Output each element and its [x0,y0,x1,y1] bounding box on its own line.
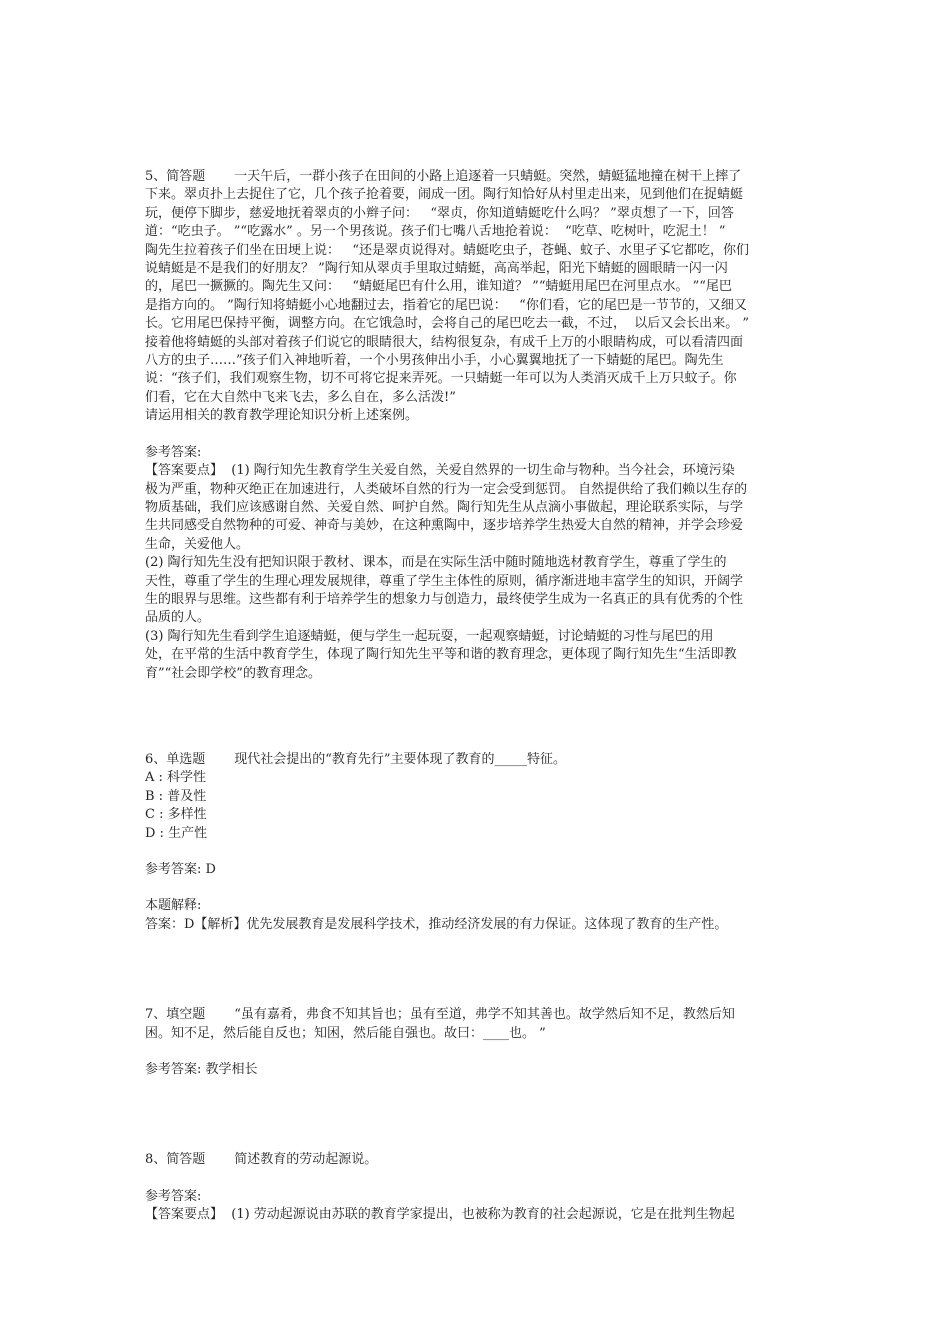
question-8-stem: 8、简答题 简述教育的劳动起源说。 [145,1152,378,1168]
answer-line: 生共同感受自然物种的可爱、神奇与美妙，在这种熏陶中，逐步培养学生热爱大自然的精神，并学会珍爱 [145,518,744,534]
question-5-line: 请运用相关的教育教学理论知识分析上述案例。 [145,408,419,424]
answer-line: 品质的人。 [145,610,211,626]
question-5-line: 下来。翠贞扑上去捉住了它，几个孩子抢着要，闹成一团。陶行知恰好从村里走出来，见到他们在捉蜻蜓 [145,187,744,203]
option-a: A : 科学性 [145,770,207,786]
question-5-line: 是指方向的。 ”陶行知将蜻蜓小心地翻过去，指着它的尾巴说： “你们看，它的尾巴是一节节的，又细又 [145,297,747,313]
question-7 [145,1006,810,1079]
answer-line: (3) 陶行知先生看到学生追逐蜻蜓，便与学生一起玩耍，一起观察蜻蜓，讨论蜻蜓的习性与尾巴的用 [145,628,714,644]
question-8 [145,1151,810,1224]
answer-label: 参考答案: [145,444,202,460]
document-page [145,168,810,1225]
question-5-line: 说：“孩子们，我们观察生物，切不可将它捉来弄死。一只蜻蜓一年可以为人类消灭成千上万只蚊子。你 [145,371,737,387]
option-d: D : 生产性 [145,825,208,841]
explain-label: 本题解释: [145,898,202,914]
question-5-line: 陶先生拉着孩子们坐在田埂上说： “还是翠贞说得对。蜻蜓吃虫子，苍蝇、蚊子、水里孑孓它都吃，你们 [145,242,750,258]
answer-line: 天性，尊重了学生的生理心理发展规律，尊重了学生主体性的原则，循序渐进地丰富学生的知识，开阔学 [145,573,744,589]
answer-label: 参考答案: D [145,862,216,877]
answer-line: 生的眼界与思维。这些都有利于培养学生的想象力与创造力，最终使学生成为一名真正的具有优秀的个性 [145,591,744,607]
answer-line: 【答案要点】 (1) 劳动起源说由苏联的教育学家提出，也被称为教育的社会起源说，它是在批判生物起 [145,1207,735,1223]
answer-line: 育”“社会即学校”的教育理念。 [145,665,321,681]
answer-line: 物质基础，我们应该感谢自然、关爱自然、呵护自然。陶行知先生从点滴小事做起，理论联系实际，与学 [145,499,744,515]
question-5-line: 的，尾巴一撅撅的。陶先生又问： “蜻蜓尾巴有什么用，谁知道？ ”“蜻蜓用尾巴在河里点水。 ”“尾巴 [145,279,732,295]
question-5-line: 说蜻蜓是不是我们的好朋友？ ”陶行知从翠贞手里取过蜻蜓，高高举起，阳光下蜻蜓的圆眼睛一闪一闪 [145,261,728,277]
answer-line: 处，在平常的生活中教育学生，体现了陶行知先生平等和谐的教育理念，更体现了陶行知先生“生活即教 [145,647,737,663]
question-5-line: 八方的虫子……”孩子们入神地听着，一个小男孩伸出小手，小心翼翼地抚了一下蜻蜓的尾巴。陶先生 [145,353,724,369]
question-5-line: 接着他将蜻蜓的头部对着孩子们说它的眼睛很大，结构很复杂，有成千上万的小眼睛构成，可以看清四面 [145,334,744,350]
explain-text: 答案：D【解析】优先发展教育是发展科学技术，推动经济发展的有力保证。这体现了教育的生产性。 [145,916,728,932]
option-c: C : 多样性 [145,807,207,823]
answer-line: 【答案要点】 (1) 陶行知先生教育学生关爱自然，关爱自然界的一切生命与物种。当今社会，环境污染 [145,463,735,479]
question-5 [145,168,810,683]
question-7-line: 困。知不足，然后能自反也；知困，然后能自强也。故曰：____也。 ” [145,1025,546,1041]
answer-line: 极为严重，物种灭绝正在加速进行，人类破坏自然的行为一定会受到惩罚。 自然提供给了我们赖以生存的 [145,481,748,497]
question-5-line: 5、简答题 一天午后，一群小孩子在田间的小路上追逐着一只蜻蜓。突然，蜻蜓猛地撞在树干上摔了 [145,169,742,184]
answer-label: 参考答案: 教学相长 [145,1062,258,1078]
answer-label: 参考答案: [145,1188,202,1204]
answer-line: 生命，关爱他人。 [145,536,250,552]
question-5-line: 玩，便停下脚步，慈爱地抚着翠贞的小辫子问： “翠贞，你知道蜻蜓吃什么吗？ ”翠贞想了一下，回答 [145,205,734,221]
question-5-line: 道：“吃虫子。 ”“吃露水” 。另一个男孩说。孩子们七嘴八舌地抢着说： “吃草、吃树叶，吃泥土！ ” [145,224,726,240]
question-6-stem: 6、单选题 现代社会提出的“教育先行”主要体现了教育的_____特征。 [145,751,566,767]
answer-line: (2) 陶行知先生没有把知识限于教材、课本，而是在实际生活中随时随地选材教育学生，尊重了学生的 [145,555,727,571]
question-6 [145,751,810,934]
option-b: B : 普及性 [145,788,207,804]
question-5-line: 们看，它在大自然中飞来飞去，多么自在，多么活泼!” [145,389,456,405]
question-5-line: 长。它用尾巴保持平衡，调整方向。在它饿急时，会将自己的尾巴吃去一截，不过， 以后又会长出来。 ” [145,316,750,332]
question-7-line: 7、填空题 “虽有嘉肴，弗食不知其旨也；虽有至道，弗学不知其善也。故学然后知不足，教然后知 [145,1007,735,1023]
